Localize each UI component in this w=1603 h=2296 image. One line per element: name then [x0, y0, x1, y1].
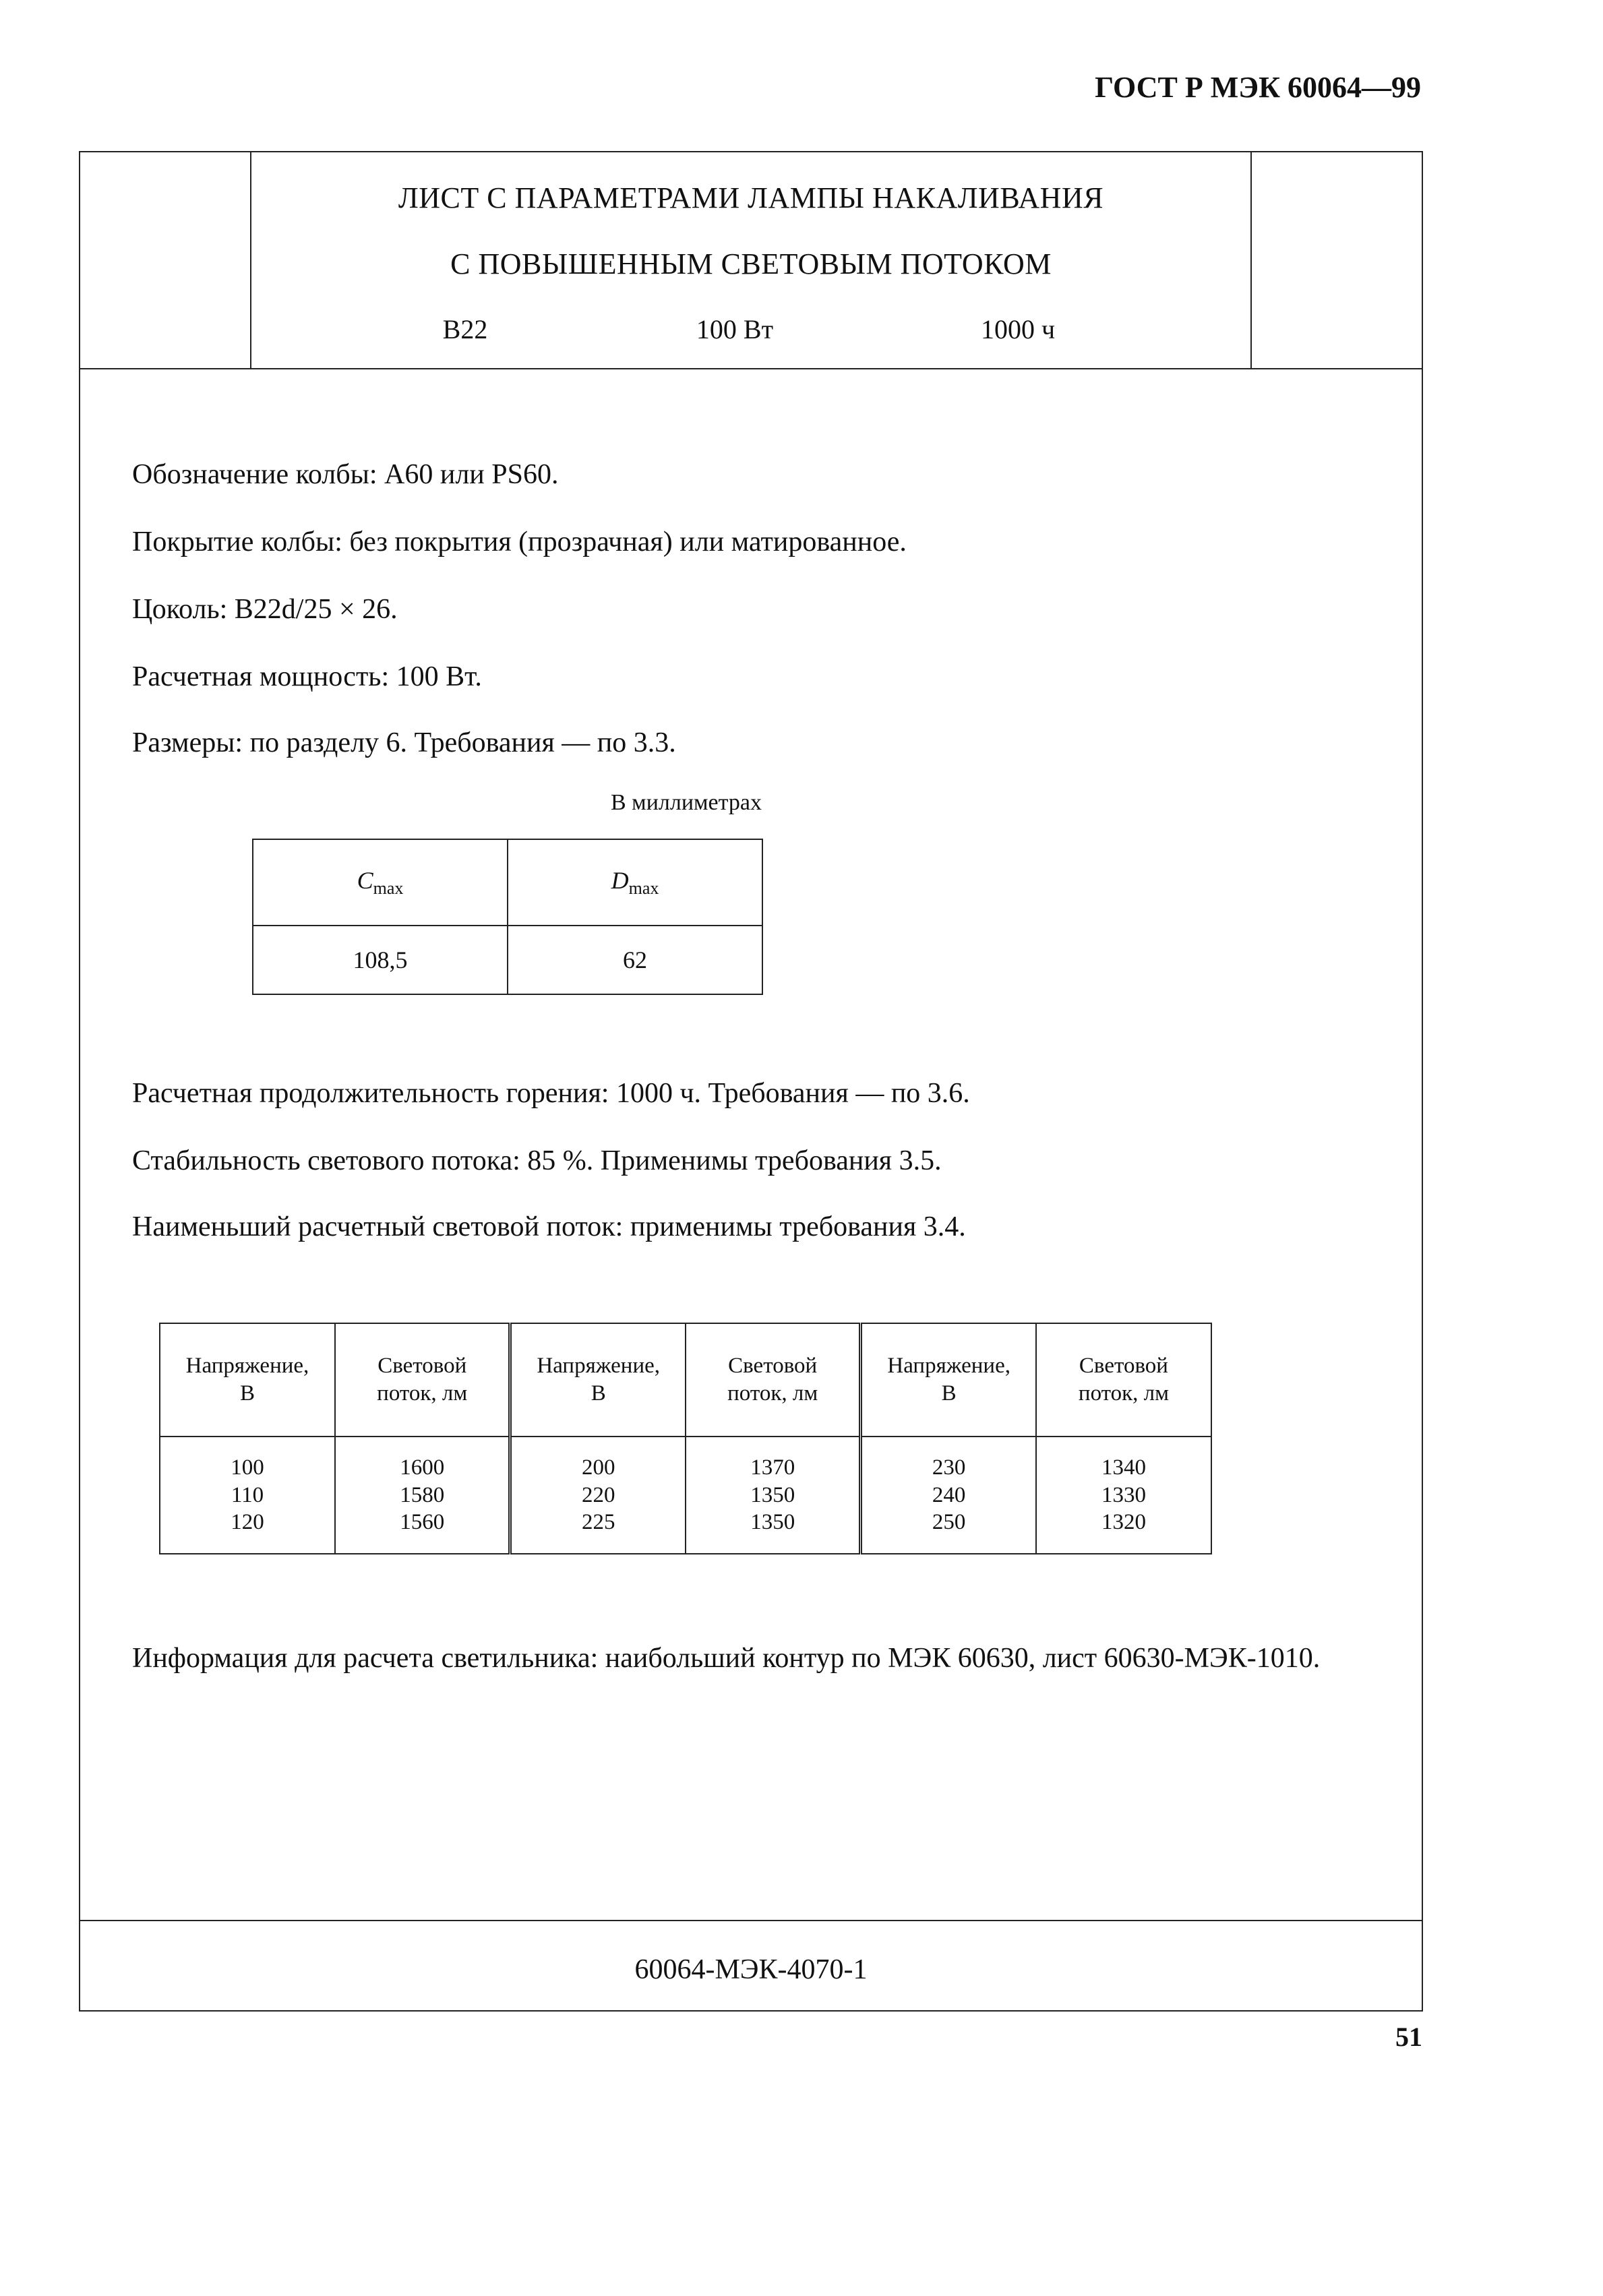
dimensions-note: Размеры: по разделу 6. Требования — по 3.3.	[132, 727, 676, 758]
flux-table-body	[160, 1437, 1211, 1554]
min-flux-note: Наименьший расчетный световой поток: применимы требования 3.4.	[132, 1211, 966, 1242]
voltage-header: Напряжение, В	[160, 1323, 335, 1437]
lamp-base-code: B22	[442, 314, 488, 344]
rated-wattage: Расчетная мощность: 100 Вт.	[132, 661, 482, 692]
d-max-value: 62	[508, 926, 762, 994]
d-subscript: max	[628, 878, 659, 899]
flux-cell: 1600 1580 1560	[335, 1437, 510, 1554]
flux-cell: 1340 1330 1320	[1036, 1437, 1211, 1554]
sheet-title-line-2: С ПОВЫШЕННЫМ СВЕТОВЫМ ПОТОКОМ	[450, 247, 1052, 280]
header-left-cell	[79, 151, 251, 369]
voltage-cell: 230 240 250	[861, 1437, 1036, 1554]
d-symbol: D	[611, 866, 629, 894]
lamp-power: 100 Вт	[696, 314, 774, 344]
document-code: ГОСТ Р МЭК 60064—99	[1095, 71, 1421, 104]
dimensions-table-header	[253, 839, 762, 926]
c-max-value: 108,5	[253, 926, 508, 994]
voltage-cell: 100 110 120	[160, 1437, 335, 1554]
header-right-cell	[1250, 151, 1423, 369]
voltage-header: Напряжение, В	[510, 1323, 686, 1437]
flux-header: Световой поток, лм	[1036, 1323, 1211, 1437]
dimensions-table	[252, 839, 763, 995]
footer-divider	[79, 1920, 1423, 1921]
flux-table	[159, 1323, 1212, 1554]
c-max-header	[253, 839, 508, 926]
lamp-cap: Цоколь: B22d/25 × 26.	[132, 594, 398, 625]
rated-life-note: Расчетная продолжительность горения: 1000 ч. Требования — по 3.6.	[132, 1078, 970, 1109]
bulb-coating: Покрытие колбы: без покрытия (прозрачная) или матированное.	[132, 526, 907, 557]
voltage-header: Напряжение, В	[861, 1323, 1036, 1437]
c-symbol: C	[357, 866, 373, 894]
flux-cell: 1370 1350 1350	[686, 1437, 861, 1554]
dimensions-table-values	[253, 926, 762, 994]
sheet-code: 60064-МЭК-4070-1	[634, 1954, 868, 1985]
bulb-designation: Обозначение колбы: А60 или PS60.	[132, 459, 559, 490]
luminaire-info: Информация для расчета светильника: наибольший контур по МЭК 60630, лист 60630-МЭК-1010.	[132, 1643, 1321, 1674]
flux-header: Световой поток, лм	[335, 1323, 510, 1437]
c-subscript: max	[373, 878, 404, 899]
voltage-cell: 200 220 225	[510, 1437, 686, 1554]
lamp-life: 1000 ч	[980, 314, 1056, 344]
page-number: 51	[1395, 2022, 1422, 2052]
flux-header: Световой поток, лм	[686, 1323, 861, 1437]
units-note: В миллиметрах	[611, 790, 762, 815]
sheet-title-line-1: ЛИСТ С ПАРАМЕТРАМИ ЛАМПЫ НАКАЛИВАНИЯ	[398, 181, 1104, 214]
header-divider	[79, 368, 1423, 369]
lumen-maintenance-note: Стабильность светового потока: 85 %. Применимы требования 3.5.	[132, 1145, 942, 1176]
d-max-header	[508, 839, 762, 926]
flux-table-header	[160, 1323, 1211, 1437]
